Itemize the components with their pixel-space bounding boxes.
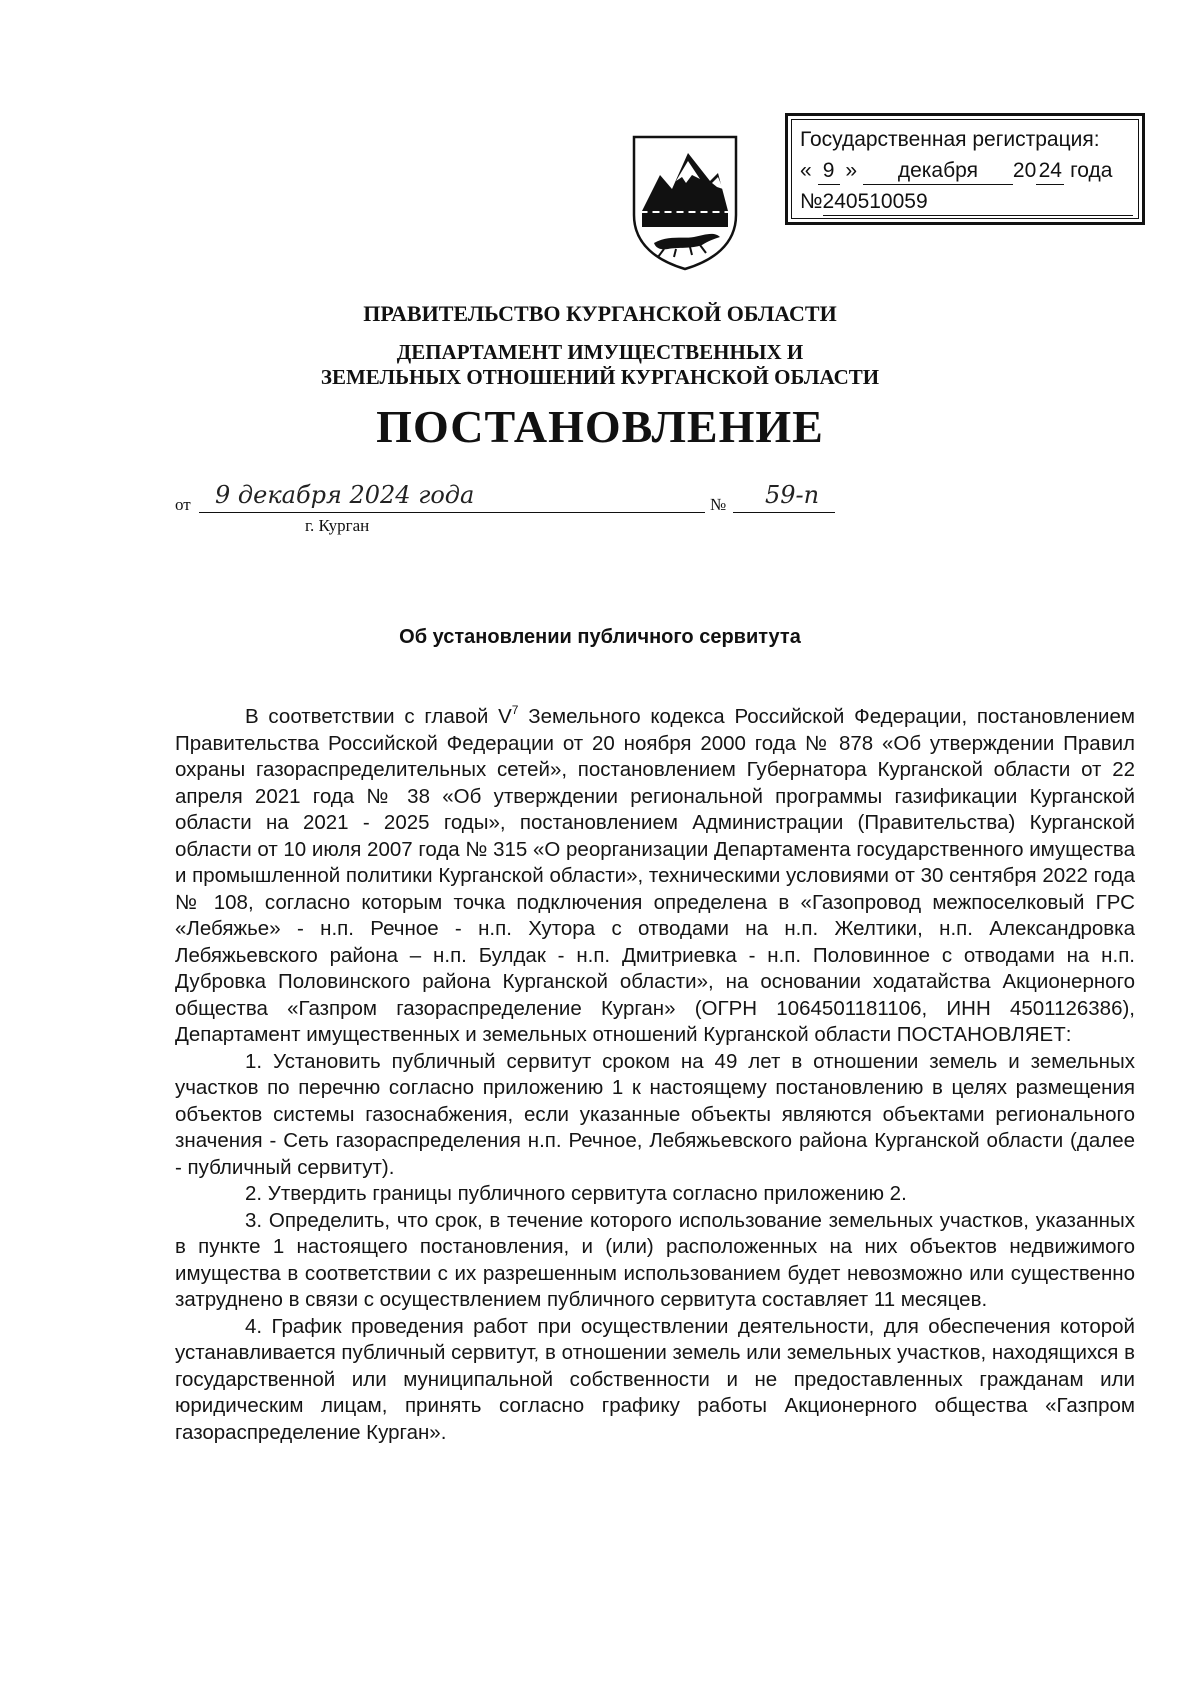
registration-stamp xyxy=(785,113,1145,225)
handwritten-number: 59-п xyxy=(765,481,820,509)
paragraph-item-1: 1. Установить публичный сервитут сроком на 49 лет в отношении земель и земельных участков по перечню согласно приложению 1 к настоящему постановлению в целях размещения объектов системы газоснабжения, если указанные объекты являются объектами регионального значения - Сеть газораспределения н.п. Речное, Лебяжьевского района Курганской области (далее - публичный сервитут). xyxy=(175,1049,1135,1179)
date-underline xyxy=(199,512,705,513)
registration-month: декабря xyxy=(863,158,1013,185)
government-heading: ПРАВИТЕЛЬСТВО КУРГАНСКОЙ ОБЛАСТИ xyxy=(363,301,837,326)
document-type: ПОСТАНОВЛЕНИЕ xyxy=(376,401,824,452)
registration-date: « 9 » декабря 20 24 года xyxy=(800,155,1132,186)
department-heading: ДЕПАРТАМЕНТ ИМУЩЕСТВЕННЫХ И ЗЕМЕЛЬНЫХ ОТНОШЕНИЙ КУРГАНСКОЙ ОБЛАСТИ xyxy=(320,340,880,389)
paragraph-item-4: 4. График проведения работ при осуществлении деятельности, для обеспечения которой устанавливается публичный сервитут, в отношении земель или земельных участков, находящихся в государственной или муниципальной собственности и не предоставленных гражданам или юридическим лицам, принять согласно графику работы Акционерного общества «Газпром газораспределение Курган». xyxy=(175,1314,1135,1444)
registration-day: 9 xyxy=(818,158,840,185)
document-body xyxy=(175,704,1135,1446)
number-underline xyxy=(733,512,835,513)
registration-year: 24 xyxy=(1036,158,1064,185)
paragraph-item-3: 3. Определить, что срок, в течение которого использование земельных участков, указанных в пункте 1 настоящего постановления, и (или) расположенных на них объектов недвижимого имущества в соответствии с их разрешенным использованием будет невозможно или существенно затруднено в связи с осуществлением публичного сервитута составляет 11 месяцев. xyxy=(175,1208,1135,1311)
handwritten-date: 9 декабря 2024 года xyxy=(215,481,475,509)
document-title: Об установлении публичного сервитута xyxy=(399,626,801,648)
paragraph-item-2: 2. Утвердить границы публичного сервитута согласно приложению 2. xyxy=(245,1182,907,1205)
paragraph-preamble: В соответствии с главой $V^7$ Земельного кодекса Российской Федерации, постановлением Правительства Российской Федерации от 20 ноября 2000 года № 878 «Об утверждении Правил охраны газораспределительных сетей», постановлением Губернатора Курганской области от 22 апреля 2021 года № 38 «Об утверждении региональной программы газификации Курганской области на 2021 - 2025 годы», постановлением Администрации (Правительства) Курганской области от 10 июля 2007 года № 315 «О реорганизации Департамента государственного имущества и промышленной политики Курганской области», техническими условиями от 30 сентября 2022 года № 108, согласно которым точка подключения определена в «Газопровод межпоселковый ГРС «Лебяжье» - н.п. Речное - н.п. Хутора с отводами на н.п. Желтики, н.п. Александровка Лебяжьевского района – н.п. Булдак - н.п. Дмитриевка - н.п. Половинное с отводами на н.п. Дубровка Половинского района Курганской области», на основании ходатайства Акционерного общества «Газпром газораспределение Курган» (ОГРН 1064501181106, ИНН 4501126386), Департамент имущественных и земельных отношений Курганской области ПОСТАНОВЛЯЕТ: xyxy=(175,703,1135,1046)
registration-title: Государственная регистрация: xyxy=(800,128,1100,151)
city-label: г. Курган xyxy=(305,516,370,535)
document-page: Государственная регистрация: « 9 » декабря 20 24 года №240510059 ПРАВИТЕЛЬСТВО КУРГАНСКОЙ ОБЛАСТИ ДЕПАРТАМЕНТ ИМУЩЕСТВЕННЫХ И ЗЕМЕЛЬНЫХ ОТНОШЕНИЙ КУРГАНСКОЙ ОБЛАСТИ ПОСТАНОВЛЕНИЕ от 9 декабря 2024 года № 59-п г. Курган Об установлении публичного сервитута В соответствии с главой $V^7$ Земельного кодекса Российской Федерации, постановлением Правительства Российской Федерации от 20 ноября 2000 года № 878 «Об утверждении Правил охраны газораспределительных сетей», постановлением Губернатора Курганской области от 22 апреля 2021 года № 38 «Об утверждении региональной программы газификации Курганской области на 2021 - 2025 годы», постановлением Администрации (Правительства) Курганской области от 10 июля 2007 года № 315 «О реорганизации Департамента государственного имущества и промышленной политики Курганской области», техническими условиями от 30 сентября 2022 года № 108, согласно которым точка подключения определена в «Газопровод межпоселковый ГРС «Лебяжье» - н.п. Речное - н.п. Хутора с отводами на н.п. Желтики, н.п. Александровка Лебяжьевского района – н.п. Булдак - н.п. Дмитриевка - н.п. Половинное с отводами на н.п. Дубровка Половинского района Курганской области», на основании ходатайства Акционерного общества «Газпром газораспределение Курган» (ОГРН 1064501181106, ИНН 4501126386), Департамент имущественных и земельных отношений Курганской области ПОСТАНОВЛЯЕТ: 1. Установить публичный сервитут сроком на 49 лет в отношении земель и земельных участков по перечню согласно приложению 1 к настоящему постановлению в целях размещения объектов системы газоснабжения, если указанные объекты являются объектами регионального значения - Сеть газораспределения н.п. Речное, Лебяжьевского района Курганской области (далее - публичный сервитут). 2. Утвердить границы публичного сервитута согласно приложению 2. 3. Определить, что срок, в течение которого использование земельных участков, указанных в пункте 1 настоящего постановления, и (или) расположенных на них объектов недвижимого имущества в соответствии с их разрешенным использованием будет невозможно или существенно затруднено в связи с осуществлением публичного сервитута составляет 11 месяцев. 4. График проведения работ при осуществлении деятельности, для обеспечения которой устанавливается публичный сервитут, в отношении земель или земельных участков, находящихся в государственной или муниципальной собственности и не предоставленных гражданам или юридическим лицам, принять согласно графику работы Акционерного общества «Газпром газораспределение Курган». xyxy=(0,0,1200,1690)
coat-of-arms-icon xyxy=(628,133,742,271)
registration-number: №240510059 xyxy=(800,186,1132,217)
